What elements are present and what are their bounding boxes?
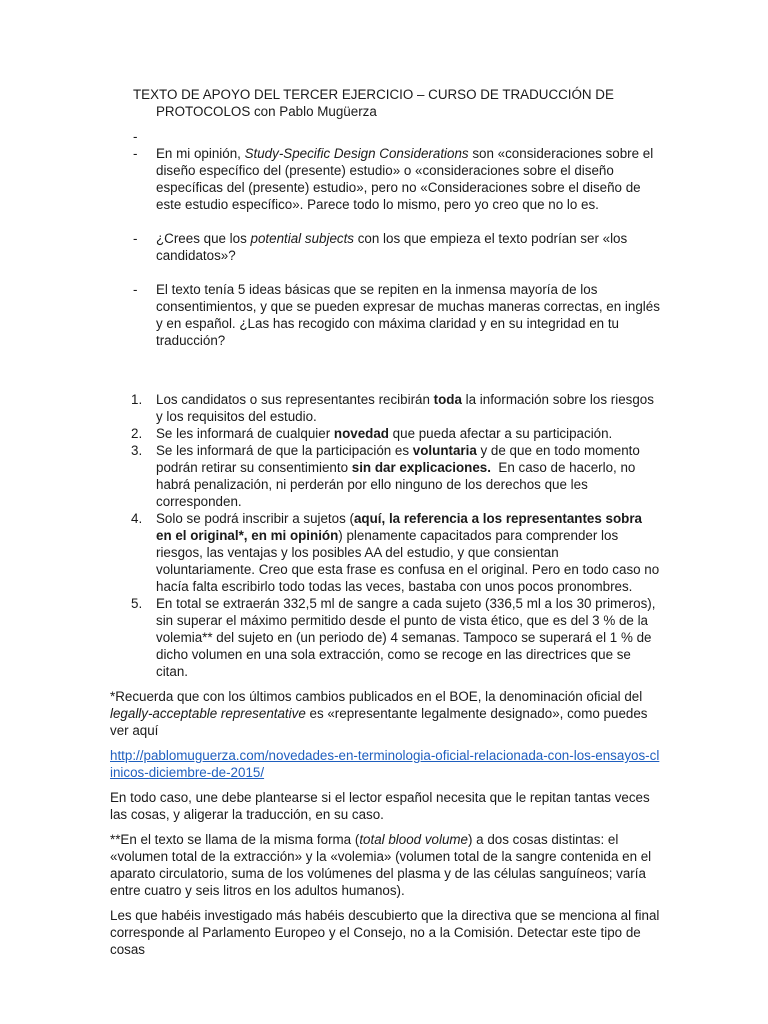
list-item-bold: aquí, la referencia a los representantes sobra en el original*, en mi opinión	[156, 511, 643, 543]
dash-item-emphasis: Study-Specific Design Considerations	[244, 146, 469, 161]
list-item	[110, 510, 660, 595]
list-number: 5.	[131, 596, 143, 611]
list-item-text: ) plenamente capacitados para comprender los riesgos, las ventajas y los posibles AA del estudio, y que consientan voluntariamente. Creo que esta frase es confusa en el original. Pero en todo caso no hacía falta escribirlo todo todas las veces, bastaba con unos pocos pronombres.	[156, 528, 660, 594]
dash-item-question	[110, 230, 660, 264]
list-number: 1.	[131, 392, 143, 407]
list-item-bold: toda	[433, 392, 462, 407]
dash-item-empty	[110, 128, 660, 145]
document-page	[110, 86, 660, 958]
list-item	[110, 391, 660, 425]
list-number: 2.	[131, 426, 143, 441]
list-item	[110, 442, 660, 510]
link-paragraph	[110, 747, 660, 781]
footnote-text: *Recuerda que con los últimos cambios publicados en el BOE, la denominación oficial del	[110, 689, 643, 704]
dash-item-opinion	[110, 145, 660, 213]
list-number: 3.	[131, 443, 143, 458]
dash-marker: -	[133, 231, 138, 246]
numbered-list	[110, 391, 660, 680]
list-item-text: Solo se podrá inscribir a sujetos (	[156, 511, 354, 526]
paragraph-last: Les que habéis investigado más habéis descubierto que la directiva que se menciona al final corresponde al Parlamento Europeo y el Consejo, no a la Comisión. Detectar este tipo de cosas	[110, 908, 660, 957]
list-item-text: En total se extraerán 332,5 ml de sangre a cada sujeto (336,5 ml a los 30 primeros), sin superar el máximo permitido desde el punto de vista ético, que es del 3 % de la volemia** del sujeto en (un periodo de) 4 semanas. Tampoco se superará el 1 % de dicho volumen en una sola extracción, como se recoge en las directrices que se citan.	[156, 596, 656, 679]
document-title: TEXTO DE APOYO DEL TERCER EJERCICIO – CURSO DE TRADUCCIÓN DE PROTOCOLOS con Pablo Mugüerza	[133, 87, 614, 119]
dash-item-emphasis: potential subjects	[250, 231, 355, 246]
list-number: 4.	[131, 511, 143, 526]
list-item	[110, 425, 660, 442]
list-item-text: En caso de hacerlo, no habrá penalización, ni perderán por ello ninguno de los derechos que les corresponden.	[156, 460, 640, 509]
dash-item-ideas	[110, 281, 660, 349]
list-item-text: y de que en todo momento podrán retirar su consentimiento	[156, 443, 640, 475]
list-item	[110, 595, 660, 680]
list-item-text: Se les informará de cualquier	[156, 426, 334, 441]
list-item-bold: voluntaria	[412, 443, 477, 458]
footnote-emphasis: legally-acceptable representative	[110, 706, 306, 721]
dash-item-text: El texto tenía 5 ideas básicas que se repiten en la inmensa mayoría de los consentimientos, y que se pueden expresar de muchas maneras correctas, en inglés y en español. ¿Las has recogido con máxima claridad y en su integridad en tu traducción?	[156, 282, 660, 348]
footnote-text: ) a dos cosas distintas: el «volumen total de la extracción» y la «volemia» (volumen total de la sangre contenida en el aparato circulatorio, suma de los volúmenes del plasma y de las células sanguíneos; varía entre cuatro y seis litros en los adultos humanos).	[110, 832, 652, 898]
footnote-representative	[110, 688, 660, 739]
list-item-bold: sin dar explicaciones.	[351, 460, 491, 475]
paragraph-todo: En todo caso, une debe plantearse si el lector español necesita que le repitan tantas veces las cosas, y aligerar la traducción, en su caso.	[110, 790, 650, 822]
list-item-text: Se les informará de que la participación es	[156, 443, 413, 458]
dash-marker: -	[133, 282, 138, 297]
dash-marker: -	[133, 146, 138, 161]
footnote-volume	[110, 831, 660, 899]
footnote-text: es «representante legalmente designado», como puedes ver aquí	[110, 706, 648, 738]
dash-marker: -	[133, 129, 138, 144]
list-item-text: que pueda afectar a su participación.	[388, 426, 613, 441]
footnote-text: **En el texto se llama de la misma forma (	[110, 832, 360, 847]
list-item-text: Los candidatos o sus representantes recibirán	[156, 392, 434, 407]
list-item-bold: novedad	[333, 426, 389, 441]
list-item-text: la información sobre los riesgos y los requisitos del estudio.	[156, 392, 654, 424]
dash-item-text: son «consideraciones sobre el diseño específico del (presente) estudio» o «consideraciones sobre el diseño específicas del (presente) estudio», pero no «Consideraciones sobre el diseño de este estudio específico». Parece todo lo mismo, pero yo creo que no lo es.	[156, 146, 654, 212]
dash-item-text: ¿Crees que los	[156, 231, 251, 246]
footnote-emphasis: total blood volume	[359, 832, 468, 847]
dash-list	[110, 128, 660, 349]
dash-item-text: con los que empieza el texto podrían ser «los candidatos»?	[156, 231, 628, 263]
boe-terminology-link[interactable]: http://pablomuguerza.com/novedades-en-terminologia-oficial-relacionada-con-los-ensayos-clinicos-diciembre-de-2015/	[110, 748, 660, 780]
dash-item-text: En mi opinión,	[156, 146, 245, 161]
